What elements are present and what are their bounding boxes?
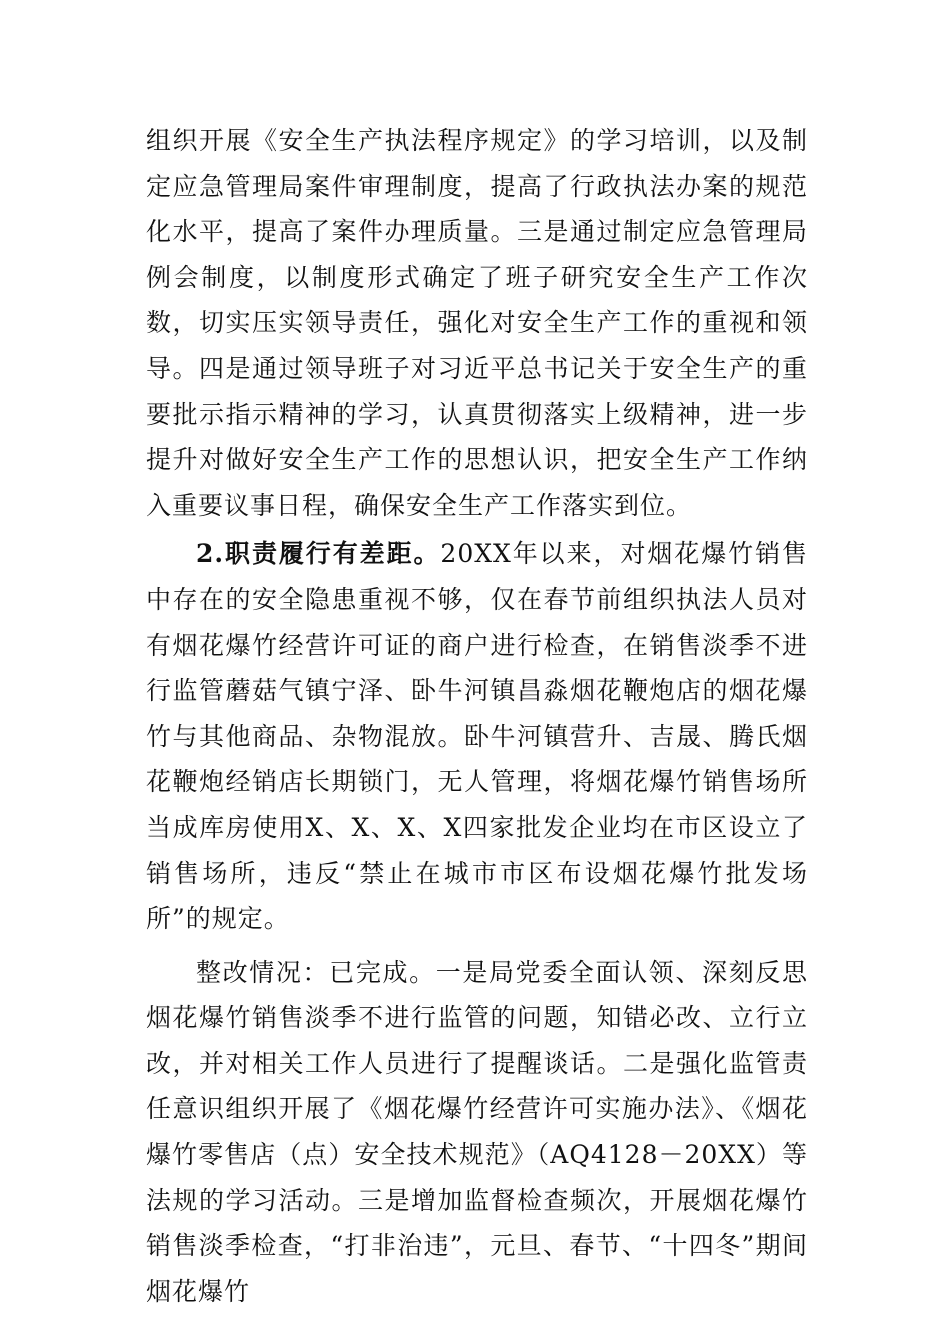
document-body (146, 118, 808, 1314)
paragraph-continuation (146, 118, 808, 528)
paragraph-rectification (146, 950, 808, 1315)
paragraph-duty-performance (146, 531, 808, 941)
paragraph-text: 20XX年以来，对烟花爆竹销售中存在的安全隐患重视不够，仅在春节前组织执法人员对有烟花爆竹经营许可证的商户进行检查，在销售淡季不进行监管蘑菇气镇宁泽、卧牛河镇昌淼烟花鞭炮店的烟花爆竹与其他商品、杂物混放。卧牛河镇营升、吉晟、腾氏烟花鞭炮经销店长期锁门，无人管理，将烟花爆竹销售场所当成库房使用X、X、X、X四家批发企业均在市区设立了销售场所，违反“禁止在城市市区布设烟花爆竹批发场所”的规定。 (146, 539, 808, 934)
paragraph-text: 组织开展《安全生产执法程序规定》的学习培训，以及制定应急管理局案件审理制度，提高了行政执法办案的规范化水平，提高了案件办理质量。三是通过制定应急管理局例会制度，以制度形式确定了班子研究安全生产工作次数，切实压实领导责任，强化对安全生产工作的重视和领导。四是通过领导班子对习近平总书记关于安全生产的重要批示指示精神的学习，认真贯彻落实上级精神，进一步提升对做好安全生产工作的思想认识，把安全生产工作纳入重要议事日程，确保安全生产工作落实到位。 (146, 126, 808, 520)
paragraph-text: 整改情况：已完成。一是局党委全面认领、深刻反思烟花爆竹销售淡季不进行监管的问题，知错必改、立行立改，并对相关工作人员进行了提醒谈话。二是强化监管责任意识组织开展了《烟花爆竹经营许可实施办法》、《烟花爆竹零售店（点）安全技术规范》（AQ4128－20XX）等法规的学习活动。三是增加监督检查频次，开展烟花爆竹销售淡季检查，“打非治违”，元旦、春节、“十四冬”期间烟花爆竹 (146, 957, 808, 1306)
section-heading: 2.职责履行有差距。 (196, 539, 441, 569)
